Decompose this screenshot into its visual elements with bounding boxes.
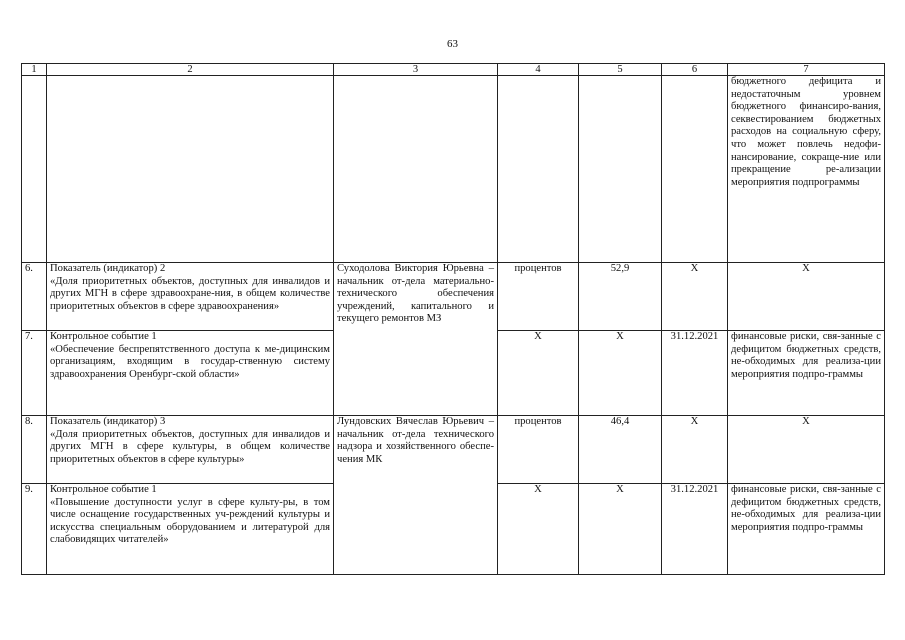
plan-table: [21, 63, 885, 575]
row-number: 9.: [22, 484, 47, 575]
unit-cell: процентов: [498, 263, 579, 331]
header-cell: 3: [334, 64, 498, 76]
indicator-cell: [47, 416, 334, 484]
responsible-cell: Лундовских Вячеслав Юрьевич – начальник от-дела технического надзора и хозяйственного обеспе-чения МК: [334, 416, 498, 575]
header-cell: 1: [22, 64, 47, 76]
table-row-continuation: [22, 76, 885, 263]
date-cell: X: [662, 416, 728, 484]
unit-cell: X: [498, 331, 579, 416]
header-cell: 5: [579, 64, 662, 76]
header-cell: 4: [498, 64, 579, 76]
header-cell: 6: [662, 64, 728, 76]
table-cell: [662, 76, 728, 263]
value-cell: 46,4: [579, 416, 662, 484]
risk-cell: финансовые риски, свя-занные с дефицитом бюджетных средств, не-обходимых для реализа-ции мероприятия подпро-граммы: [728, 484, 885, 575]
table-cell: [334, 76, 498, 263]
table-header-row: [22, 64, 885, 76]
risk-cell: бюджетного дефицита и недостаточным уровнем бюджетного финансиро-вания, секвестированием бюджетных расходов на социальную сферу, что может повлечь недофи-нансирование, сокраще-ние или прекращение ре-ализации мероприятия подпрограммы: [728, 76, 885, 263]
event-cell: [47, 331, 334, 416]
table-row: [22, 416, 885, 484]
event-title: Контрольное событие 1: [50, 331, 157, 342]
event-text: «Обеспечение беспрепятственного доступа к ме-дицинским организациям, входящим в государ-ственную систему здравоохранения Оренбург-ской области»: [50, 343, 330, 380]
responsible-cell: Суходолова Виктория Юрьевна – начальник от-дела материально-технического обеспечения учреждений, капитального и текущего ремонтов МЗ: [334, 263, 498, 416]
risk-cell: финансовые риски, свя-занные с дефицитом бюджетных средств, не-обходимых для реализа-ции мероприятия подпро-граммы: [728, 331, 885, 416]
indicator-cell: [47, 263, 334, 331]
indicator-text: «Доля приоритетных объектов, доступных для инвалидов и других МГН в сфере здравоохране-ния, в общем количестве приоритетных объектов в сфере здравоохранения»: [50, 275, 330, 312]
header-cell: 2: [47, 64, 334, 76]
table-cell: [47, 76, 334, 263]
table-cell: [22, 76, 47, 263]
table-cell: [498, 76, 579, 263]
risk-cell: X: [728, 263, 885, 331]
risk-cell: X: [728, 416, 885, 484]
indicator-title: Показатель (индикатор) 3: [50, 416, 166, 427]
date-cell: X: [662, 263, 728, 331]
header-cell: 7: [728, 64, 885, 76]
event-title: Контрольное событие 1: [50, 484, 157, 495]
event-cell: [47, 484, 334, 575]
unit-cell: X: [498, 484, 579, 575]
page-number: 63: [447, 38, 458, 50]
value-cell: 52,9: [579, 263, 662, 331]
event-text: «Повышение доступности услуг в сфере культу-ры, в том числе оснащение государственных уч-реждений культуры и искусства специальным оборудованием и литературой для слабовидящих читателей»: [50, 496, 330, 546]
row-number: 7.: [22, 331, 47, 416]
indicator-title: Показатель (индикатор) 2: [50, 263, 166, 274]
row-number: 6.: [22, 263, 47, 331]
value-cell: X: [579, 484, 662, 575]
date-cell: 31.12.2021: [662, 484, 728, 575]
unit-cell: процентов: [498, 416, 579, 484]
table-row: [22, 263, 885, 331]
indicator-text: «Доля приоритетных объектов, доступных для инвалидов и других МГН в сфере культуры, в общем количестве приоритетных объектов в сфере культуры»: [50, 428, 330, 465]
table-cell: [579, 76, 662, 263]
date-cell: 31.12.2021: [662, 331, 728, 416]
row-number: 8.: [22, 416, 47, 484]
value-cell: X: [579, 331, 662, 416]
